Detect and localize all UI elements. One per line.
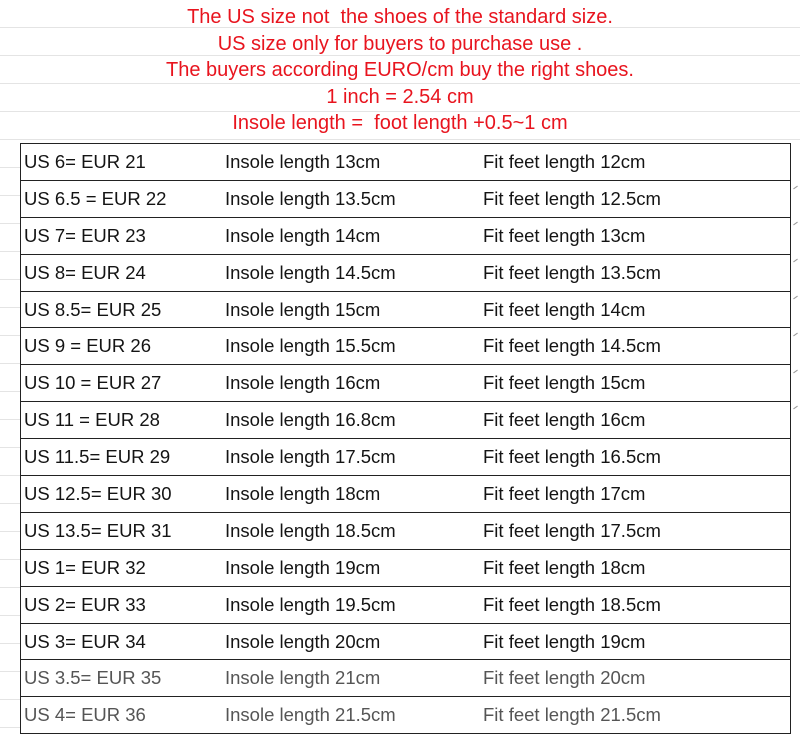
size-chart-table bbox=[20, 143, 791, 734]
fit-feet-length-cell: Fit feet length 18cm bbox=[483, 556, 646, 578]
us-eur-size-cell: US 2= EUR 33 bbox=[24, 593, 146, 615]
fit-feet-length-cell: Fit feet length 14cm bbox=[483, 298, 646, 320]
table-row bbox=[21, 218, 790, 255]
us-eur-size-cell: US 10 = EUR 27 bbox=[24, 372, 162, 394]
table-row bbox=[21, 439, 790, 476]
insole-length-cell: Insole length 15cm bbox=[225, 298, 381, 320]
us-eur-size-cell: US 1= EUR 32 bbox=[24, 556, 146, 578]
fit-feet-length-cell: Fit feet length 17cm bbox=[483, 482, 646, 504]
fit-feet-length-cell: Fit feet length 13.5cm bbox=[483, 261, 661, 283]
notice-line: US size only for buyers to purchase use . bbox=[217, 32, 583, 55]
fit-feet-length-cell: Fit feet length 13cm bbox=[483, 224, 646, 246]
table-row bbox=[21, 402, 790, 439]
table-row bbox=[21, 365, 790, 402]
notice-line: 1 inch = 2.54 cm bbox=[326, 85, 474, 108]
fit-feet-length-cell: Fit feet length 12.5cm bbox=[483, 187, 661, 209]
overflow-tick bbox=[793, 259, 798, 263]
table-row bbox=[21, 476, 790, 513]
fit-feet-length-cell: Fit feet length 12cm bbox=[483, 150, 646, 172]
overflow-tick bbox=[793, 296, 798, 300]
fit-feet-length-cell: Fit feet length 14.5cm bbox=[483, 335, 661, 357]
fit-feet-length-cell: Fit feet length 16.5cm bbox=[483, 446, 661, 468]
cell-overflow-marks bbox=[791, 143, 800, 734]
table-row bbox=[21, 697, 790, 734]
insole-length-cell: Insole length 16cm bbox=[225, 372, 381, 394]
us-eur-size-cell: US 4= EUR 36 bbox=[24, 704, 146, 726]
fit-feet-length-cell: Fit feet length 20cm bbox=[483, 667, 646, 689]
fit-feet-length-cell: Fit feet length 18.5cm bbox=[483, 593, 661, 615]
us-eur-size-cell: US 3= EUR 34 bbox=[24, 630, 146, 652]
fit-feet-length-cell: Fit feet length 16cm bbox=[483, 409, 646, 431]
overflow-tick bbox=[793, 406, 798, 410]
insole-length-cell: Insole length 18.5cm bbox=[225, 519, 396, 541]
overflow-tick bbox=[793, 222, 798, 226]
us-eur-size-cell: US 13.5= EUR 31 bbox=[24, 519, 172, 541]
insole-length-cell: Insole length 19cm bbox=[225, 556, 381, 578]
insole-length-cell: Insole length 13.5cm bbox=[225, 187, 396, 209]
insole-length-cell: Insole length 17.5cm bbox=[225, 446, 396, 468]
us-eur-size-cell: US 11.5= EUR 29 bbox=[24, 446, 171, 468]
us-eur-size-cell: US 12.5= EUR 30 bbox=[24, 482, 172, 504]
table-row bbox=[21, 255, 790, 292]
table-row bbox=[21, 181, 790, 218]
table-row bbox=[21, 292, 790, 329]
insole-length-cell: Insole length 14cm bbox=[225, 224, 381, 246]
insole-length-cell: Insole length 13cm bbox=[225, 150, 381, 172]
insole-length-cell: Insole length 21cm bbox=[225, 667, 381, 689]
table-row bbox=[21, 144, 790, 181]
fit-feet-length-cell: Fit feet length 15cm bbox=[483, 372, 646, 394]
insole-length-cell: Insole length 20cm bbox=[225, 630, 381, 652]
overflow-tick bbox=[793, 186, 798, 190]
insole-length-cell: Insole length 18cm bbox=[225, 482, 381, 504]
notice-line: Insole length = foot length +0.5~1 cm bbox=[232, 112, 568, 134]
table-row bbox=[21, 328, 790, 365]
insole-length-cell: Insole length 14.5cm bbox=[225, 261, 396, 283]
overflow-tick bbox=[793, 333, 798, 337]
insole-length-cell: Insole length 19.5cm bbox=[225, 593, 396, 615]
notice-line: The US size not the shoes of the standard size. bbox=[187, 6, 613, 28]
us-eur-size-cell: US 11 = EUR 28 bbox=[24, 409, 160, 431]
table-row bbox=[21, 660, 790, 697]
us-eur-size-cell: US 8.5= EUR 25 bbox=[24, 298, 162, 320]
table-row bbox=[21, 587, 790, 624]
overflow-tick bbox=[793, 370, 798, 374]
insole-length-cell: Insole length 16.8cm bbox=[225, 409, 396, 431]
us-eur-size-cell: US 7= EUR 23 bbox=[24, 224, 146, 246]
insole-length-cell: Insole length 15.5cm bbox=[225, 335, 396, 357]
notice-line: The buyers according EURO/cm buy the right shoes. bbox=[166, 59, 634, 81]
us-eur-size-cell: US 3.5= EUR 35 bbox=[24, 667, 162, 689]
table-row bbox=[21, 513, 790, 550]
fit-feet-length-cell: Fit feet length 19cm bbox=[483, 630, 646, 652]
fit-feet-length-cell: Fit feet length 21.5cm bbox=[483, 704, 661, 726]
size-notice bbox=[0, 4, 800, 137]
us-eur-size-cell: US 8= EUR 24 bbox=[24, 261, 146, 283]
fit-feet-length-cell: Fit feet length 17.5cm bbox=[483, 519, 661, 541]
insole-length-cell: Insole length 21.5cm bbox=[225, 704, 396, 726]
us-eur-size-cell: US 6= EUR 21 bbox=[24, 150, 146, 172]
table-row bbox=[21, 624, 790, 661]
us-eur-size-cell: US 9 = EUR 26 bbox=[24, 335, 151, 357]
table-row bbox=[21, 550, 790, 587]
us-eur-size-cell: US 6.5 = EUR 22 bbox=[24, 187, 167, 209]
